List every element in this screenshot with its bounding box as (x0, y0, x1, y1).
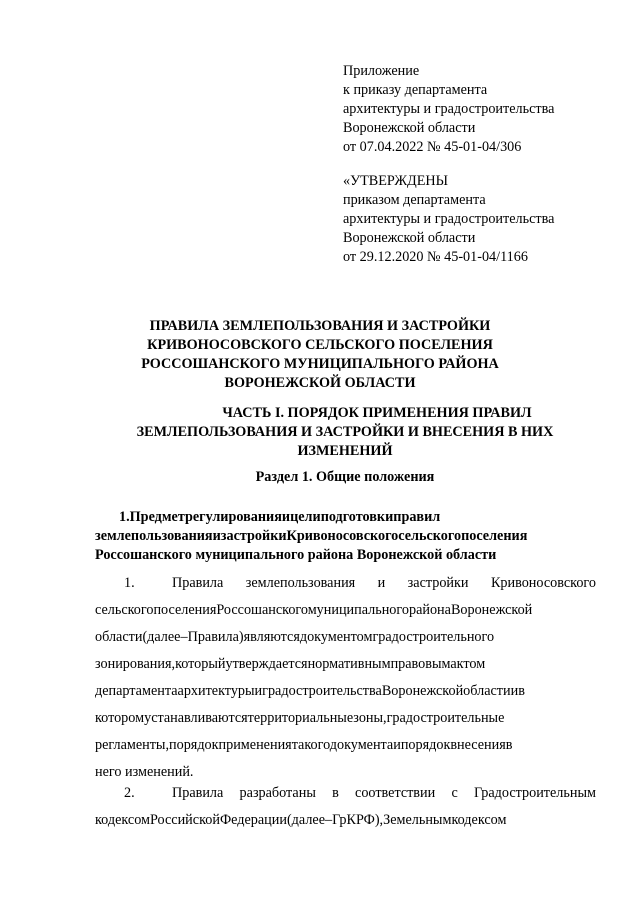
word: области (95, 629, 143, 645)
word: регламенты, (95, 737, 170, 753)
approved-line: приказом департамента (343, 192, 486, 208)
appendix-line: архитектуры и градостроительства (343, 101, 555, 117)
word: и (212, 528, 221, 544)
appendix-note (343, 62, 623, 157)
paragraph-line: него изменений. (95, 764, 194, 780)
word: устанавливаются (144, 710, 248, 726)
word: Воронежской (381, 683, 464, 699)
section-title: Раздел 1. Общие положения (255, 469, 435, 485)
word: Правила (172, 575, 224, 591)
word: и (377, 575, 386, 591)
word: Федерации (219, 812, 287, 828)
word: документа (329, 737, 394, 753)
word: Предмет (129, 509, 185, 525)
word: внесения (450, 737, 506, 753)
word: области (463, 683, 511, 699)
paragraph-line (95, 732, 596, 759)
word: зонирования, (95, 656, 176, 672)
word: департамента (95, 683, 178, 699)
word: в (505, 737, 513, 753)
paragraph-line (95, 780, 596, 807)
word: Земельным (383, 812, 452, 828)
word: Кривоносовского (286, 528, 399, 544)
word: (далее (286, 812, 325, 828)
paragraph-line (95, 705, 596, 732)
word: нормативным (307, 656, 391, 672)
word: порядок (400, 737, 451, 753)
part-title-line: ЧАСТЬ I. ПОРЯДОК ПРИМЕНЕНИЯ ПРАВИЛ (222, 405, 532, 421)
title-line: РОССОШАНСКОГО МУНИЦИПАЛЬНОГО РАЙОНА (141, 356, 499, 372)
paragraph-number: 2. (124, 785, 135, 801)
part-title-line: ЗЕМЛЕПОЛЬЗОВАНИЯ И ЗАСТРОЙКИ И ВНЕСЕНИЯ В НИХ (136, 424, 554, 440)
approved-line: Воронежской области (343, 230, 476, 246)
word: градостроительные (386, 710, 505, 726)
word: сельского (95, 602, 154, 618)
article-heading-line (95, 508, 596, 527)
paragraph-number: 1. (124, 575, 135, 591)
word: правил (393, 509, 441, 525)
word: территориальные (247, 710, 354, 726)
word: правовым (390, 656, 451, 672)
paragraph-1 (95, 570, 596, 786)
word: градостроительного (372, 629, 495, 645)
article-heading-line: Россошанского муниципального района Воронежской области (95, 547, 497, 563)
word: Правила) (187, 629, 244, 645)
paragraph-line (95, 570, 596, 597)
word: Воронежской (450, 602, 533, 618)
word: регулирования (184, 509, 282, 525)
word: и (254, 683, 263, 699)
paragraph-line (95, 678, 596, 705)
word: Градостроительным (473, 785, 596, 801)
article-heading (95, 508, 596, 565)
part-title (95, 404, 595, 461)
word: архитектуры (177, 683, 255, 699)
word: кодексом (95, 812, 151, 828)
word: подготовки (320, 509, 394, 525)
approved-note (343, 172, 623, 267)
approved-line: «УТВЕРЖДЕНЫ (343, 173, 448, 189)
title-line: КРИВОНОСОВСКОГО СЕЛЬСКОГО ПОСЕЛЕНИЯ (147, 337, 493, 353)
title-line: ВОРОНЕЖСКОЙ ОБЛАСТИ (224, 375, 416, 391)
part-title-line: ИЗМЕНЕНИЙ (297, 443, 393, 459)
word: такого (291, 737, 330, 753)
word: с (451, 785, 458, 801)
word: и (393, 737, 401, 753)
word: разработаны (239, 785, 316, 801)
word: землепользования (95, 528, 213, 544)
word: (далее (142, 629, 181, 645)
word: котором (95, 710, 145, 726)
word: Российской (150, 812, 220, 828)
word: муниципального (307, 602, 409, 618)
word: Правила (172, 785, 224, 801)
document-title (60, 317, 580, 393)
approved-line: от 29.12.2020 № 45-01-04/1166 (343, 249, 528, 265)
paragraph-2 (95, 780, 596, 834)
appendix-line: Воронежской области (343, 120, 476, 136)
word: района (408, 602, 451, 618)
paragraph-line-text (172, 570, 596, 597)
paragraph-line (95, 597, 596, 624)
word: ГрК (332, 812, 356, 828)
word: цели (290, 509, 321, 525)
paragraph-line (95, 651, 596, 678)
word: документом (299, 629, 373, 645)
appendix-line: от 07.04.2022 № 45-01-04/306 (343, 139, 522, 155)
paragraph-line-text (172, 780, 596, 807)
word: Россошанского (216, 602, 308, 618)
word: – (325, 812, 333, 828)
word: поселения (461, 528, 528, 544)
appendix-line: Приложение (343, 63, 420, 79)
word: РФ), (355, 812, 384, 828)
word: порядок (169, 737, 219, 753)
paragraph-line (95, 624, 596, 651)
word: который (175, 656, 226, 672)
approval-block (343, 62, 623, 267)
word: застройки (220, 528, 287, 544)
word: землепользования (245, 575, 356, 591)
word: применения (218, 737, 292, 753)
word: поселения (153, 602, 217, 618)
word: – (180, 629, 188, 645)
word: сельского (398, 528, 462, 544)
word: являются (243, 629, 300, 645)
word: в (518, 683, 525, 699)
word: градостроительства (262, 683, 382, 699)
paragraph-line (95, 807, 596, 834)
word: и (281, 509, 291, 525)
appendix-line: к приказу департамента (343, 82, 488, 98)
word: кодексом (451, 812, 507, 828)
word: актом (450, 656, 486, 672)
word: и (510, 683, 519, 699)
article-heading-line (95, 527, 596, 546)
word: зоны, (353, 710, 387, 726)
word: утверждается (225, 656, 308, 672)
word: соответствии (355, 785, 436, 801)
word: застройки (407, 575, 469, 591)
approved-line: архитектуры и градостроительства (343, 211, 555, 227)
word: Кривоносовского (490, 575, 596, 591)
word: в (332, 785, 339, 801)
word: 1. (119, 509, 130, 525)
title-line: ПРАВИЛА ЗЕМЛЕПОЛЬЗОВАНИЯ И ЗАСТРОЙКИ (149, 318, 491, 334)
